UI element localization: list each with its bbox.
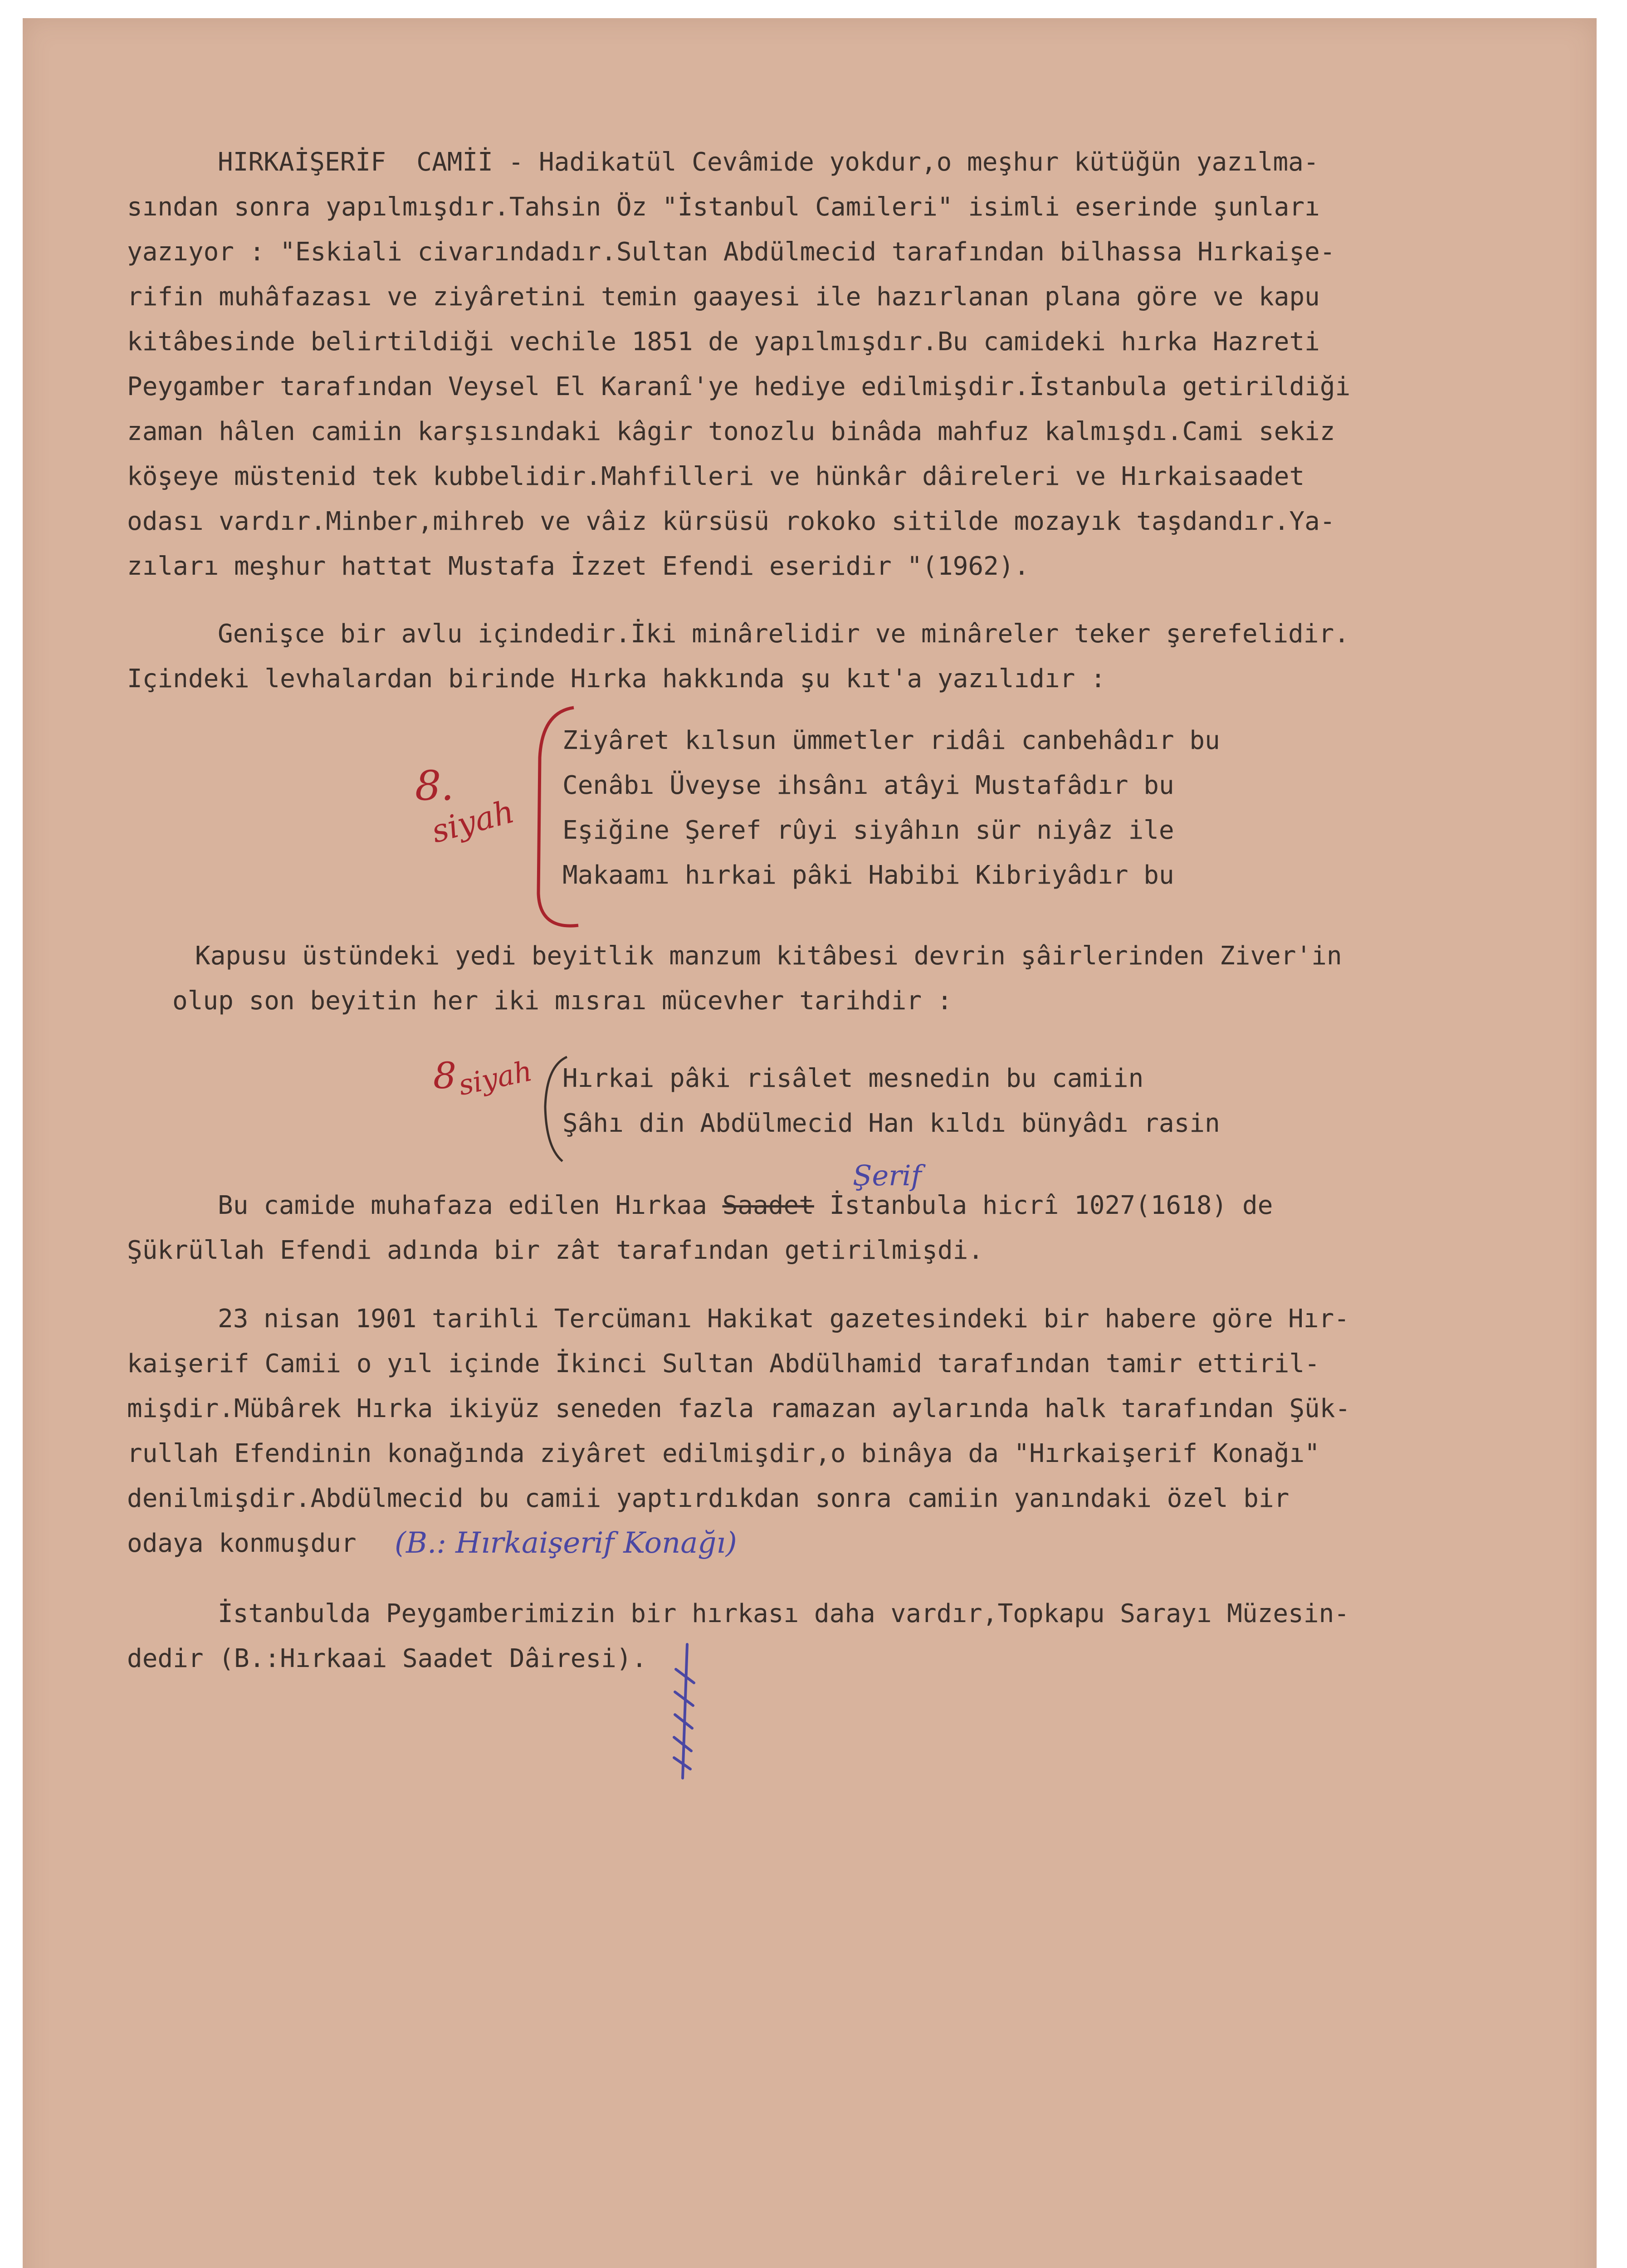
verse1-margin-word: siyah [427,792,518,850]
p4-correction: Şerif [853,1159,922,1192]
p4-struck-word: Saadet [722,1191,814,1220]
p3-line-1: Kapusu üstündeki yedi beyitlik manzum kitâbesi devrin şâirlerinden Ziver'in [195,941,1342,971]
verse1-line-4: Makaamı hırkai pâki Habibi Kibriyâdır bu [562,860,1174,890]
verse1-line-3: Eşiğine Şeref rûyi siyâhın sür niyâz ile [562,816,1174,845]
p3-line-2: olup son beyitin her iki mısraı mücevher tarihdir : [172,986,953,1016]
p4-line-2: Şükrüllah Efendi adında bir zât tarafından getirilmişdi. [127,1236,984,1265]
verse1-line-1: Ziyâret kılsun ümmetler ridâi canbehâdır bu [562,726,1220,755]
p6-line-1: İstanbulda Peygamberimizin bir hırkası daha vardır,Topkapu Sarayı Müzesin- [218,1599,1349,1628]
p4-line-1 [218,1193,1273,1218]
p5-line-5: denilmişdir.Abdülmecid bu camii yaptırdıkdan sonra camiin yanındaki özel bir [127,1484,1290,1513]
p1-line-2: sından sonra yapılmışdır.Tahsin Öz "İstanbul Camileri" isimli eserinde şunları [127,192,1320,222]
p2-line-2: Içindeki levhalardan birinde Hırka hakkında şu kıt'a yazılıdır : [127,664,1106,694]
p5-line-4: rullah Efendinin konağında ziyâret edilmişdir,o binâya da "Hırkaişerif Konağı" [127,1439,1320,1468]
p1-line-5: kitâbesinde belirtildiği vechile 1851 de yapılmışdır.Bu camideki hırka Hazreti [127,327,1320,357]
p5-handwritten-note: (B.: Hırkaişerif Konağı) [395,1526,737,1560]
p1-line-1: HIRKAİŞERİF CAMİİ - Hadikatül Cevâmide yokdur,o meşhur kütüğün yazılma- [218,147,1319,177]
p5-line-3: mişdir.Mübârek Hırka ikiyüz seneden fazla ramazan aylarında halk tarafından Şük- [127,1394,1351,1423]
verse2-margin-number: 8 [433,1055,456,1097]
p1-line-8: köşeye müstenid tek kubbelidir.Mahfilleri ve hünkâr dâireleri ve Hırkaisaadet [127,462,1305,491]
verse2-margin-word: siyah [455,1054,535,1102]
p5-line-6: odaya konmuşdur [127,1529,357,1558]
p2-line-1: Genişce bir avlu içindedir.İki minârelidir ve minâreler teker şerefelidir. [218,619,1349,649]
blue-end-scribble [667,1642,703,1787]
p4-line-1-before: Bu camide muhafaza edilen Hırkaa [218,1191,723,1220]
verse1-margin-number: 8. [415,762,454,810]
document-page [23,18,1597,2268]
p1-line-7: zaman hâlen camiin karşısındaki kâgir tonozlu binâda mahfuz kalmışdı.Cami sekiz [127,417,1335,446]
p1-line-4: rifin muhâfazası ve ziyâretini temin gaayesi ile hazırlanan plana göre ve kapu [127,282,1320,312]
p4-line-1-after: İstanbula hicrî 1027(1618) de [814,1191,1273,1220]
p1-line-9: odası vardır.Minber,mihreb ve vâiz kürsüsü rokoko sitilde mozayık taşdandır.Ya- [127,507,1335,536]
p6-line-2: dedir (B.:Hırkaai Saadet Dâiresi). [127,1644,647,1673]
p1-line-6: Peygamber tarafından Veysel El Karanî'ye hediye edilmişdir.İstanbula getirildiği [127,372,1351,401]
p5-line-2: kaişerif Camii o yıl içinde İkinci Sultan Abdülhamid tarafından tamir ettiril- [127,1349,1320,1378]
verse2-line-1: Hırkai pâki risâlet mesnedin bu camiin [562,1064,1144,1093]
verse1-line-2: Cenâbı Üveyse ihsânı atâyi Mustafâdır bu [562,771,1174,800]
p1-line-3: yazıyor : "Eskiali civarındadır.Sultan Abdülmecid tarafından bilhassa Hırkaişe- [127,237,1335,267]
p1-line-10: zıları meşhur hattat Mustafa İzzet Efendi eseridir "(1962). [127,552,1030,581]
p5-line-1: 23 nisan 1901 tarihli Tercümanı Hakikat gazetesindeki bir habere göre Hır- [218,1304,1349,1334]
verse2-line-2: Şâhı din Abdülmecid Han kıldı bünyâdı rasin [562,1109,1220,1138]
